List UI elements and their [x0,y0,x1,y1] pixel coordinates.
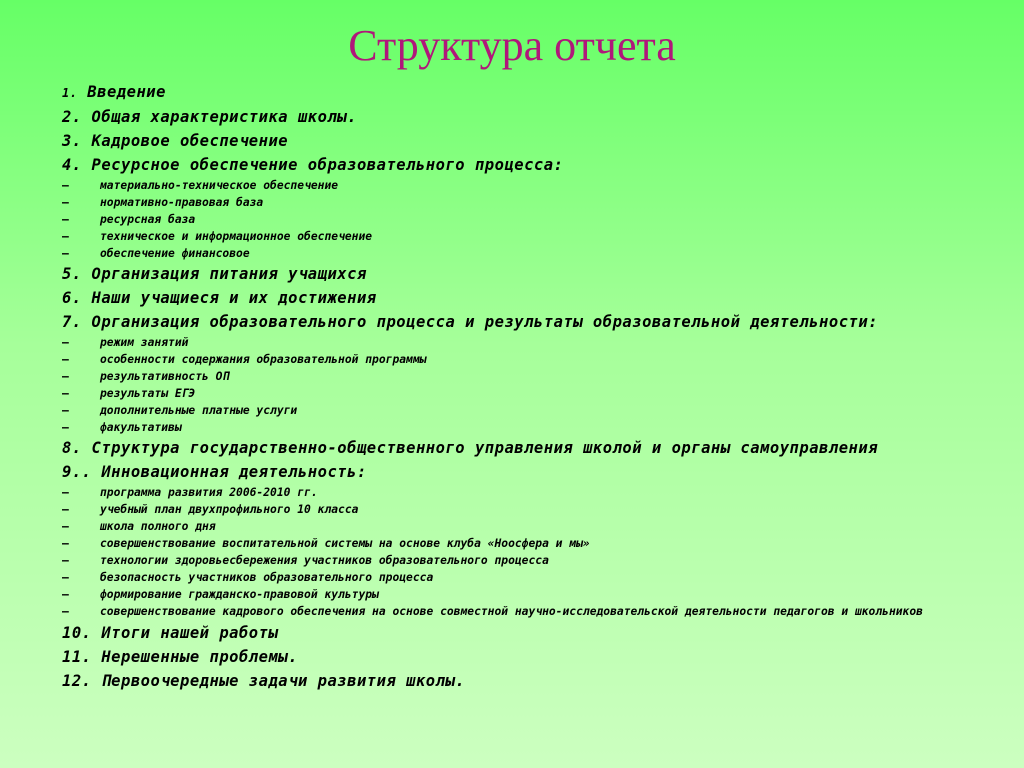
sub-list-item: – результативность ОП [62,370,230,383]
list-item: 12. Первоочередные задачи развития школы. [62,672,466,690]
sub-list-item: – ресурсная база [62,213,196,226]
sub-list-item: – факультативы [62,421,182,434]
list-item: 2. Общая характеристика школы. [62,108,357,126]
sub-list-item: – программа развития 2006-2010 гг. [62,486,318,499]
list-item: 4. Ресурсное обеспечение образовательного процесса: [62,156,564,174]
slide-title: Структура отчета [348,21,676,70]
list-item: 7. Организация образовательного процесса и результаты образовательной деятельности: [62,313,879,331]
report-outline-list [62,80,962,693]
sub-list-item: – режим занятий [62,336,189,349]
list-item: 8. Структура государственно-общественного управления школой и органы самоуправления [62,439,879,457]
sub-list-item: – совершенствование кадрового обеспечения на основе совместной научно-исследовательской деятельности педагогов и школьников [62,605,923,618]
sub-list-item: – материально-техническое обеспечение [62,179,339,192]
list-item: 10. Итоги нашей работы [62,624,279,642]
list-item: 9.. Инновационная деятельность: [62,463,367,481]
sub-list-item: – учебный план двухпрофильного 10 класса [62,503,359,516]
sub-list-item: – обеспечение финансовое [62,247,250,260]
list-item: 1. Введение [62,83,166,101]
sub-list-item: – дополнительные платные услуги [62,404,298,417]
sub-list-item: – техническое и информационное обеспечение [62,230,373,243]
list-item: 3. Кадровое обеспечение [62,132,289,150]
list-item: 6. Наши учащиеся и их достижения [62,289,377,307]
sub-list-item: – особенности содержания образовательной программы [62,353,427,366]
list-item: 11. Нерешенные проблемы. [62,648,298,666]
sub-list-item: – безопасность участников образовательного процесса [62,571,434,584]
sub-list-item: – формирование гражданско-правовой культуры [62,588,379,601]
list-item: 5. Организация питания учащихся [62,265,367,283]
sub-list-item: – нормативно-правовая база [62,196,264,209]
sub-list-item: – школа полного дня [62,520,216,533]
sub-list-item: – технологии здоровьесбережения участников образовательного процесса [62,554,549,567]
sub-list-item: – результаты ЕГЭ [62,387,196,400]
sub-list-item: – совершенствование воспитательной системы на основе клуба «Ноосфера и мы» [62,537,590,550]
